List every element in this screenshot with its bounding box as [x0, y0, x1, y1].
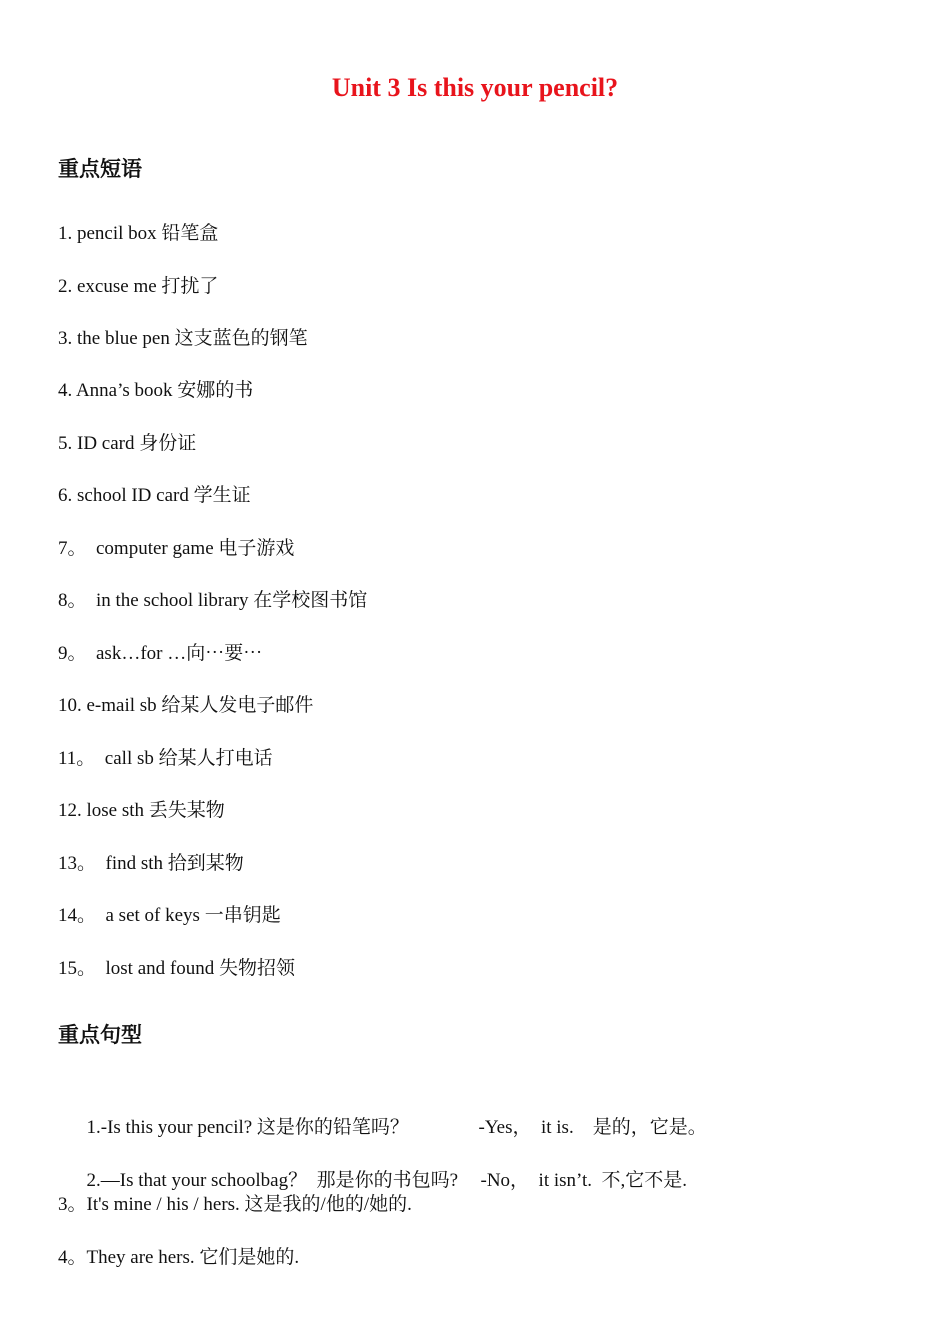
- phrase-item: 13。 find sth 拾到某物: [58, 853, 244, 874]
- phrase-item: 10. e-mail sb 给某人发电子邮件: [58, 695, 314, 716]
- phrase-item: 8。 in the school library 在学校图书馆: [58, 590, 368, 611]
- phrase-item: 5. ID card 身份证: [58, 433, 197, 454]
- phrase-item: 9。 ask…for …向⋯要⋯: [58, 643, 263, 664]
- phrase-item: 14。 a set of keys 一串钥匙: [58, 905, 281, 926]
- phrase-item: 11。 call sb 给某人打电话: [58, 748, 273, 769]
- key-sentences-heading: 重点句型: [58, 1023, 142, 1047]
- sentence-item: 3。It's mine / his / hers. 这是我的/他的/她的.: [58, 1194, 412, 1215]
- sentence-question: 1.-Is this your pencil? 这是你的铅笔吗？: [86, 1117, 409, 1138]
- sentence-question: 2.—Is that your schoolbag？ 那是你的书包吗?: [86, 1170, 459, 1191]
- sentence-answer: -No， it isn’t. 不,它不是.: [480, 1170, 688, 1191]
- phrase-item: 7。 computer game 电子游戏: [58, 538, 295, 559]
- phrase-item: 3. the blue pen 这支蓝色的钢笔: [58, 328, 308, 349]
- sentence-answer: -Yes， it is. 是的，它是。: [478, 1117, 707, 1138]
- phrase-item: 15。 lost and found 失物招领: [58, 958, 295, 979]
- phrase-item: 12. lose sth 丢失某物: [58, 800, 225, 821]
- key-phrases-heading: 重点短语: [58, 157, 142, 181]
- phrase-item: 1. pencil box 铅笔盒: [58, 223, 219, 244]
- phrase-item: 2. excuse me 打扰了: [58, 276, 219, 297]
- phrase-item: 4. Anna’s book 安娜的书: [58, 380, 254, 401]
- sentence-item: 4。They are hers. 它们是她的.: [58, 1247, 300, 1268]
- phrase-item: 6. school ID card 学生证: [58, 485, 251, 506]
- document-title: Unit 3 Is this your pencil?: [331, 73, 619, 102]
